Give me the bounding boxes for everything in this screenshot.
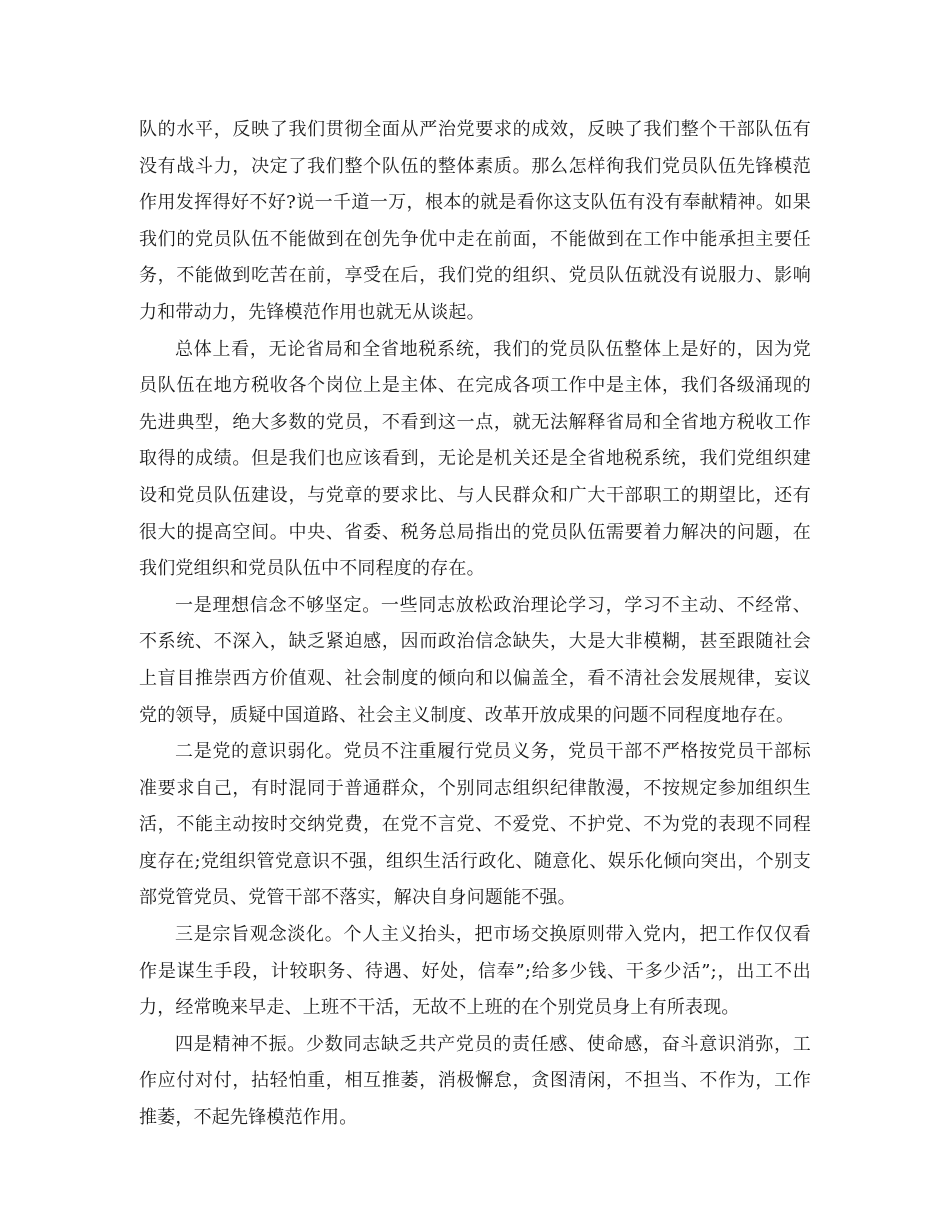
document-body [139,112,811,1137]
paragraph-problem-one: 一是理想信念不够坚定。一些同志放松政治理论学习，学习不主动、不经常、不系统、不深入，缺乏紧迫感，因而政治信念缺失，大是大非模糊，甚至跟随社会上盲目推崇西方价值观、社会制度的倾向和以偏盖全，看不清社会发展规律，妄议党的领导，质疑中国道路、社会主义制度、改革开放成果的问题不同程度地存在。 [139,594,811,726]
paragraph-overall-assessment: 总体上看，无论省局和全省地税系统，我们的党员队伍整体上是好的，因为党员队伍在地方税收各个岗位上是主体、在完成各项工作中是主体，我们各级涌现的先进典型，绝大多数的党员，不看到这一点，就无法解释省局和全省地方税收工作取得的成绩。但是我们也应该看到，无论是机关还是全省地税系统，我们党组织建设和党员队伍建设，与党章的要求比、与人民群众和广大干部职工的期望比，还有很大的提高空间。中央、省委、税务总局指出的党员队伍需要着力解决的问题，在我们党组织和党员队伍中不同程度的存在。 [139,338,811,580]
paragraph-problem-four: 四是精神不振。少数同志缺乏共产党员的责任感、使命感，奋斗意识消弥，工作应付对付，拈轻怕重，相互推萎，消极懈怠，贪图清闲，不担当、不作为，工作推萎，不起先锋模范作用。 [139,1033,811,1129]
paragraph-problem-three: 三是宗旨观念淡化。个人主义抬头，把市场交换原则带入党内，把工作仅仅看作是谋生手段，计较职务、待遇、好处，信奉”;给多少钱、干多少活”;，出工不出力，经常晚来早走、上班不干活，无故不上班的在个别党员身上有所表现。 [139,924,811,1019]
paragraph-continuation: 队的水平，反映了我们贯彻全面从严治党要求的成效，反映了我们整个干部队伍有没有战斗力，决定了我们整个队伍的整体素质。那么怎样徇我们党员队伍先锋模范作用发挥得好不好?说一千道一万，根本的就是看你这支队伍有没有奉献精神。如果我们的党员队伍不能做到在创先争优中走在前面，不能做到在工作中能承担主要任务，不能做到吃苦在前，享受在后，我们党的组织、党员队伍就没有说服力、影响力和带动力，先锋模范作用也就无从谈起。 [139,119,811,323]
paragraph-problem-two: 二是党的意识弱化。党员不注重履行党员义务，党员干部不严格按党员干部标准要求自己，有时混同于普通群众，个别同志组织纪律散漫，不按规定参加组织生活，不能主动按时交纳党费，在党不言党、不爱党、不护党、不为党的表现不同程度存在;党组织管党意识不强，组织生活行政化、随意化、娱乐化倾向突出，个别支部党管党员、党管干部不落实，解决自身问题能不强。 [139,741,811,909]
